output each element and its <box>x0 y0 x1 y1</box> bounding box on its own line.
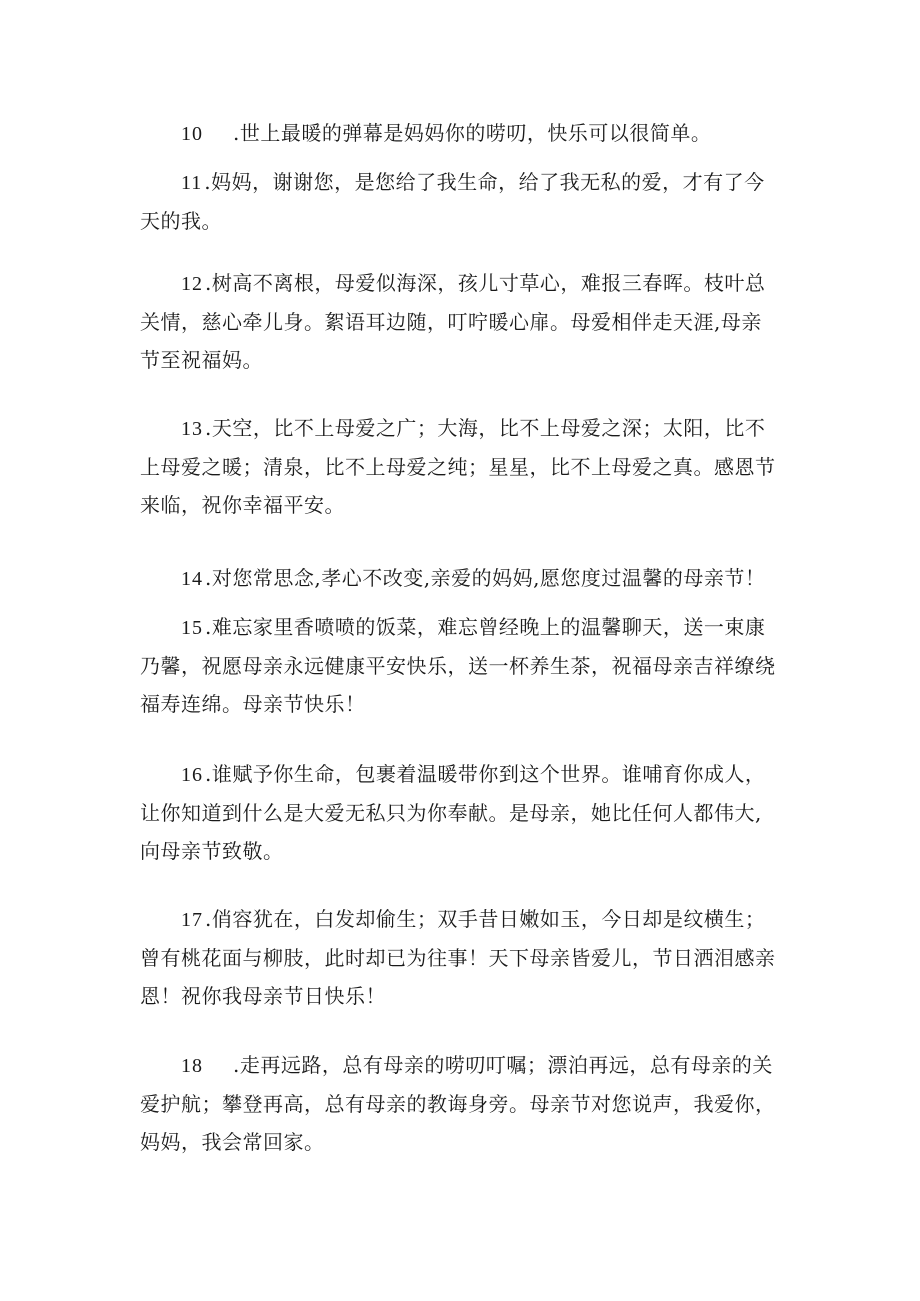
item-number: 16 <box>181 764 203 786</box>
list-item <box>140 114 780 153</box>
item-text: .俏容犹在，白发却偷生；双手昔日嫩如玉，今日却是纹横生；曾有桃花面与柳肢，此时却已为往事！天下母亲皆爱儿，节日洒泪感亲恩！祝你我母亲节日快乐！ <box>140 907 776 1008</box>
item-text: .世上最暖的弹幕是妈妈你的唠叨，快乐可以很简单。 <box>233 121 712 145</box>
item-text: .妈妈，谢谢您，是您给了我生命，给了我无私的爱，才有了今天的我。 <box>140 170 765 233</box>
item-text: .对您常思念,孝心不改变,亲爱的妈妈,愿您度过温馨的母亲节！ <box>205 566 766 590</box>
list-item <box>140 755 780 870</box>
item-number: 18 <box>181 1055 203 1077</box>
item-text: .难忘家里香喷喷的饭菜，难忘曾经晚上的温馨聊天，送一束康乃馨，祝愿母亲永远健康平安快乐，送一杯养生茶，祝福母亲吉祥缭绕福寿连绵。母亲节快乐！ <box>140 615 776 716</box>
item-number: 11 <box>181 172 203 194</box>
item-number: 17 <box>181 909 203 931</box>
item-text: .走再远路，总有母亲的唠叨叮嘱；漂泊再远，总有母亲的关爱护航；攀登再高，总有母亲的教诲身旁。母亲节对您说声，我爱你，妈妈，我会常回家。 <box>140 1053 776 1154</box>
item-text: .谁赋予你生命，包裹着温暖带你到这个世界。谁哺育你成人，让你知道到什么是大爱无私只为你奉献。是母亲，她比任何人都伟大,向母亲节致敬。 <box>140 762 766 863</box>
item-number: 15 <box>181 617 203 639</box>
list-item <box>140 409 780 524</box>
list-item <box>140 1046 780 1161</box>
item-number: 10 <box>181 123 203 145</box>
item-text: .天空，比不上母爱之广；大海，比不上母爱之深；太阳，比不上母爱之暖；清泉，比不上母爱之纯；星星，比不上母爱之真。感恩节来临，祝你幸福平安。 <box>140 416 776 517</box>
item-number: 12 <box>181 273 203 295</box>
list-item <box>140 559 780 598</box>
list-item <box>140 264 780 379</box>
item-number: 13 <box>181 418 203 440</box>
item-text: .树高不离根，母爱似海深，孩儿寸草心，难报三春晖。枝叶总关情，慈心牵儿身。絮语耳边随，叮咛暖心扉。母爱相伴走天涯,母亲节至祝福妈。 <box>140 271 766 372</box>
list-item <box>140 900 780 1015</box>
list-item <box>140 608 780 723</box>
list-item <box>140 163 780 240</box>
item-number: 14 <box>181 568 203 590</box>
